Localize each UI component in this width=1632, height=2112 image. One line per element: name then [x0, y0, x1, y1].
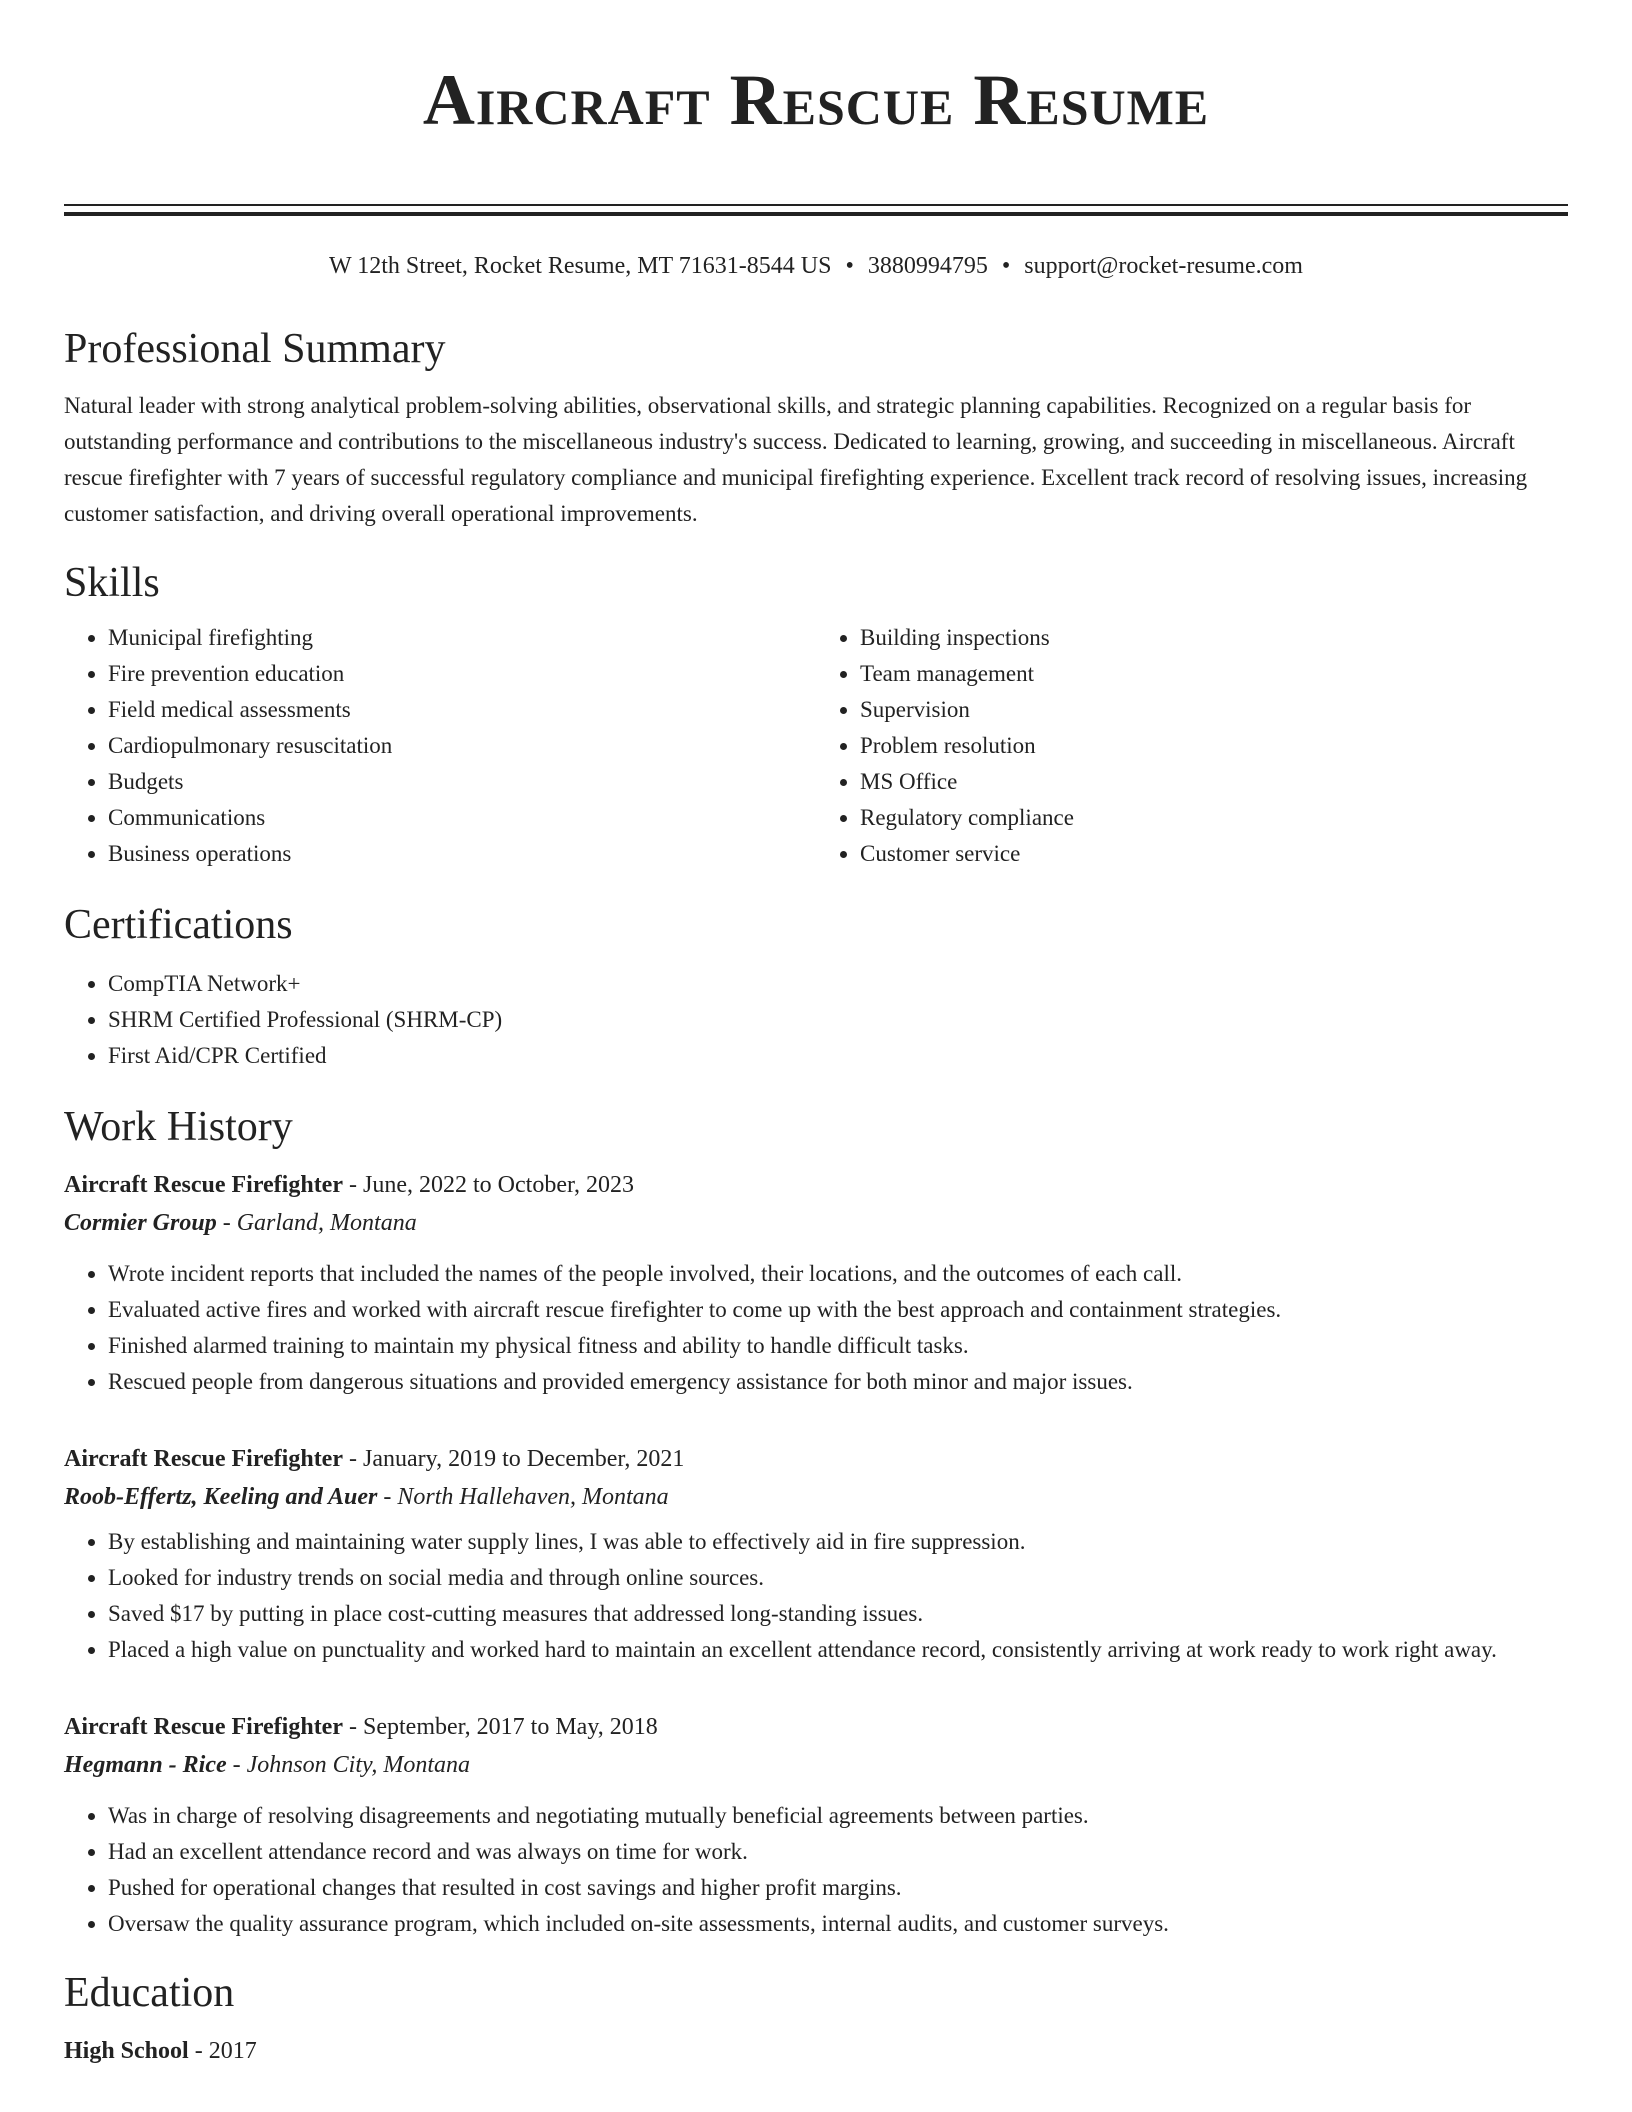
resume-title: Aircraft Rescue Resume — [422, 60, 1210, 140]
job-title-line — [64, 1708, 1568, 1746]
certification-item: • CompTIA Network+ — [108, 966, 1568, 1002]
job-dates: June, 2022 to October, 2023 — [363, 1172, 634, 1198]
skill-item: • Customer service — [860, 836, 1568, 872]
job-company: Roob-Effertz, Keeling and Auer — [64, 1484, 378, 1510]
summary-text: Natural leader with strong analytical problem-solving abilities, observational skills, and strategic planning capabilities. Recognized on a regular basis for outstanding performance and contributions to the miscellaneous industry's success. Dedicated to learning, growing, and succeeding in miscellaneous. Aircraft rescue firefighter with 7 years of successful regulatory compliance and municipal firefighting experience. Excellent track record of resolving issues, increasing customer satisfaction, and driving overall operational improvements. — [64, 393, 1528, 526]
job-bullet: • Finished alarmed training to maintain my physical fitness and ability to handle difficult tasks. — [108, 1328, 1568, 1364]
skill-item: • Communications — [108, 800, 816, 836]
job-bullet: • By establishing and maintaining water supply lines, I was able to effectively aid in fire suppression. — [108, 1524, 1568, 1560]
job-entry — [64, 1440, 1568, 1668]
work-history-heading: Work History — [64, 1104, 293, 1150]
job-dash: - — [377, 1484, 398, 1510]
summary-section — [64, 324, 1568, 532]
work-history-section — [64, 1102, 1568, 1942]
skill-item: • Fire prevention education — [108, 656, 816, 692]
skill-item: • Business operations — [108, 836, 816, 872]
education-heading: Education — [64, 1970, 235, 2016]
job-entry — [64, 1708, 1568, 1942]
skill-item: • Field medical assessments — [108, 692, 816, 728]
job-dash: - — [343, 1172, 363, 1198]
job-location: North Hallehaven, Montana — [397, 1484, 669, 1510]
contact-phone: 3880994795 — [867, 253, 988, 279]
skills-columns — [64, 620, 1568, 872]
contact-separator: • — [845, 253, 854, 279]
job-dash: - — [226, 1752, 247, 1778]
job-bullet: • Pushed for operational changes that resulted in cost savings and higher profit margins. — [108, 1870, 1568, 1906]
job-bullet: • Wrote incident reports that included the names of the people involved, their locations, and the outcomes of each call. — [108, 1256, 1568, 1292]
job-bullet: • Oversaw the quality assurance program, which included on-site assessments, internal audits, and customer surveys. — [108, 1906, 1568, 1942]
job-company-line — [64, 1478, 1568, 1516]
job-dates: January, 2019 to December, 2021 — [363, 1446, 685, 1472]
job-bullet: • Looked for industry trends on social media and through online sources. — [108, 1560, 1568, 1596]
education-dash: - — [188, 2038, 209, 2064]
certification-item: • First Aid/CPR Certified — [108, 1038, 1568, 1074]
job-title: Aircraft Rescue Firefighter — [64, 1714, 343, 1740]
job-bullet: • Evaluated active fires and worked with aircraft rescue firefighter to come up with the best approach and containment strategies. — [108, 1292, 1568, 1328]
certifications-heading: Certifications — [64, 902, 293, 948]
contact-address: W 12th Street, Rocket Resume, MT 71631-8544 US — [329, 253, 832, 279]
job-bullet: • Had an excellent attendance record and was always on time for work. — [108, 1834, 1568, 1870]
job-bullet: • Saved $17 by putting in place cost-cutting measures that addressed long-standing issues. — [108, 1596, 1568, 1632]
skills-heading: Skills — [64, 560, 160, 606]
job-title: Aircraft Rescue Firefighter — [64, 1446, 343, 1472]
skills-list-right — [816, 620, 1568, 872]
job-bullet: • Rescued people from dangerous situations and provided emergency assistance for both minor and major issues. — [108, 1364, 1568, 1400]
certifications-list — [64, 966, 1568, 1074]
certifications-section — [64, 900, 1568, 1074]
job-company-line — [64, 1204, 1568, 1242]
skills-section — [64, 558, 1568, 872]
job-dates: September, 2017 to May, 2018 — [363, 1714, 658, 1740]
jobs-list — [64, 1166, 1568, 1942]
job-bullets — [64, 1798, 1568, 1942]
skill-item: • Building inspections — [860, 620, 1568, 656]
education-school: High School — [64, 2038, 189, 2064]
job-bullet: • Placed a high value on punctuality and worked hard to maintain an excellent attendance record, consistently arriving at work ready to work right away. — [108, 1632, 1568, 1668]
skill-item: • Team management — [860, 656, 1568, 692]
job-bullets — [64, 1256, 1568, 1400]
job-company: Hegmann - Rice — [64, 1752, 227, 1778]
contact-email: support@rocket-resume.com — [1024, 253, 1303, 279]
skill-item: • Budgets — [108, 764, 816, 800]
title-divider-thin — [64, 204, 1568, 206]
job-location: Garland, Montana — [236, 1210, 417, 1236]
job-title-line — [64, 1166, 1568, 1204]
summary-heading: Professional Summary — [64, 326, 446, 372]
contact-line — [64, 250, 1568, 282]
skill-item: • Regulatory compliance — [860, 800, 1568, 836]
job-company-line — [64, 1746, 1568, 1784]
skill-item: • Municipal firefighting — [108, 620, 816, 656]
job-title-line — [64, 1440, 1568, 1478]
skills-list-left — [64, 620, 816, 872]
job-dash: - — [343, 1446, 363, 1472]
job-title: Aircraft Rescue Firefighter — [64, 1172, 343, 1198]
job-location: Johnson City, Montana — [246, 1752, 470, 1778]
contact-separator: • — [1001, 253, 1011, 279]
education-section — [64, 1968, 1568, 2070]
certification-item: • SHRM Certified Professional (SHRM-CP) — [108, 1002, 1568, 1038]
job-company: Cormier Group — [64, 1210, 217, 1236]
skill-item: • Supervision — [860, 692, 1568, 728]
job-entry — [64, 1166, 1568, 1400]
skill-item: • Cardiopulmonary resuscitation — [108, 728, 816, 764]
skill-item: • MS Office — [860, 764, 1568, 800]
job-dash: - — [343, 1714, 363, 1740]
education-entry — [64, 2032, 1568, 2070]
title-divider-thick — [64, 212, 1568, 216]
education-year: 2017 — [208, 2038, 257, 2064]
job-dash: - — [216, 1210, 237, 1236]
job-bullet: • Was in charge of resolving disagreements and negotiating mutually beneficial agreements between parties. — [108, 1798, 1568, 1834]
skill-item: • Problem resolution — [860, 728, 1568, 764]
job-bullets — [64, 1524, 1568, 1668]
